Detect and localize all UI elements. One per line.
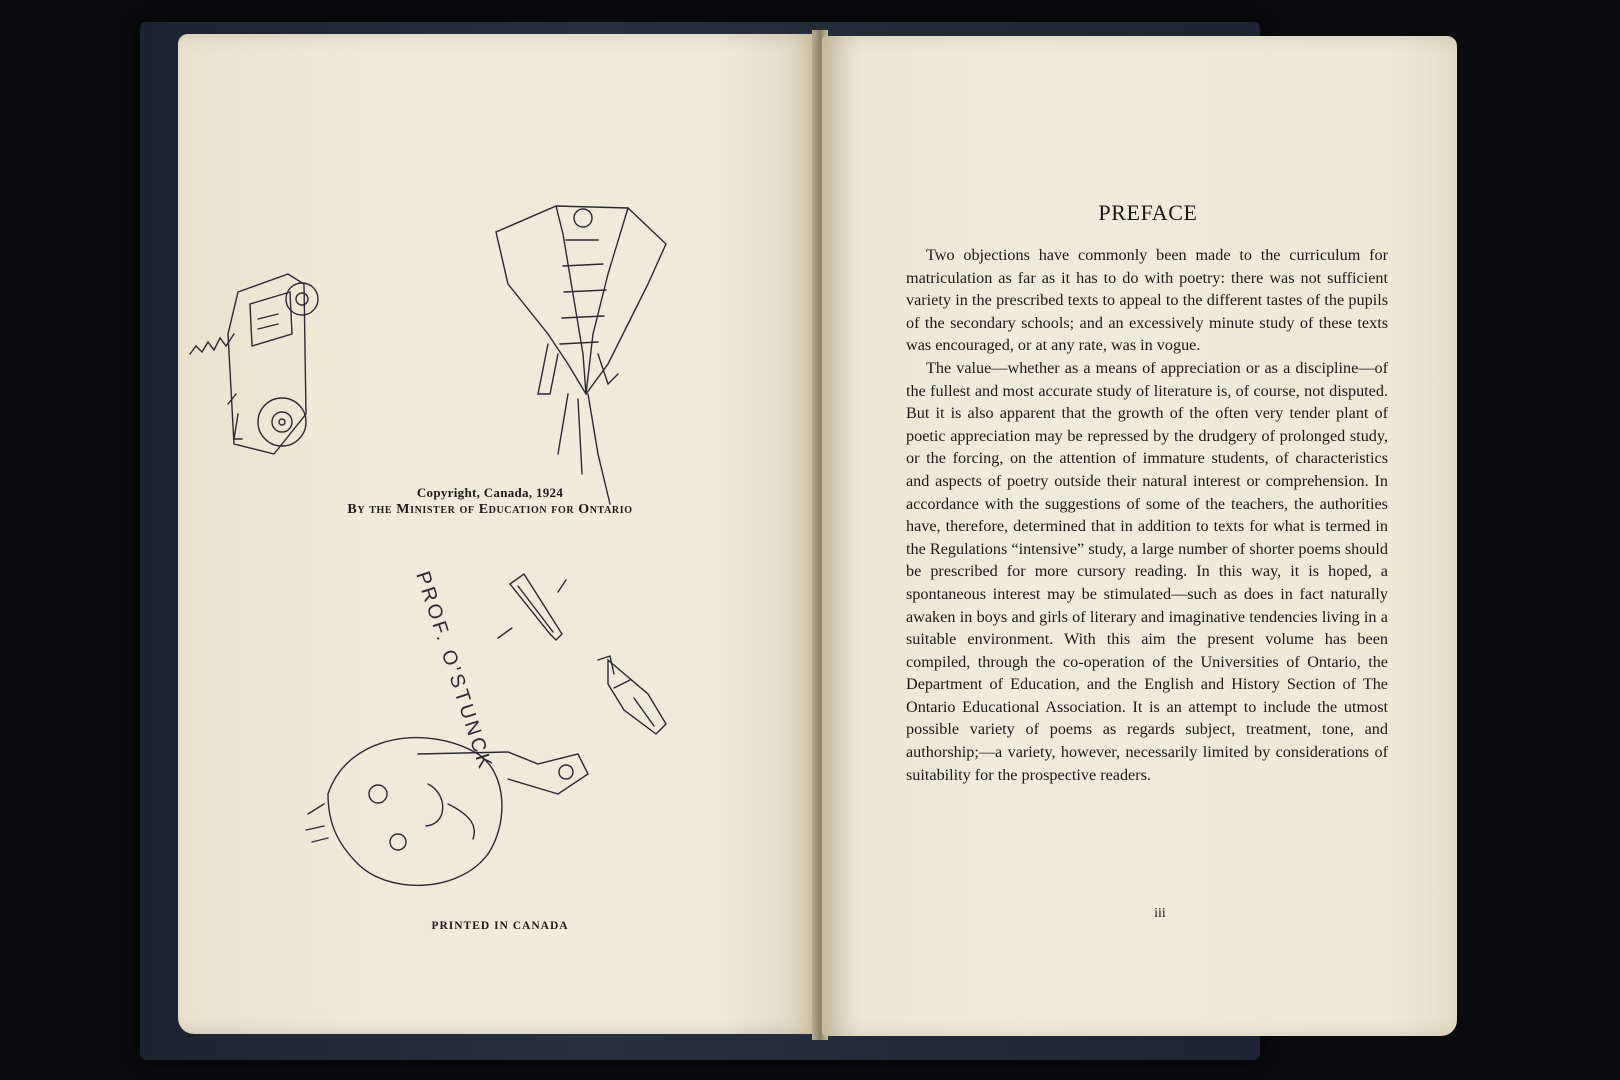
face-sketch-icon <box>306 738 588 886</box>
printed-in-label: PRINTED IN CANADA <box>431 920 569 932</box>
handwritten-inscription: PROF. O'STUNCK <box>411 568 497 774</box>
copyright-line: Copyright, Canada, 1924 <box>416 485 564 500</box>
copyright-holder: By the Minister of Education for Ontario <box>347 502 633 517</box>
copyright-block <box>300 484 680 518</box>
kite-sketch-icon <box>496 206 666 504</box>
pencil-sketch-icon <box>498 574 566 640</box>
preface-body <box>906 244 1388 786</box>
page-number: iii <box>1154 906 1166 921</box>
gun-sketch-icon <box>598 656 666 734</box>
preface-paragraph: The value—whether as a means of appreciation or as a discipline—of the fullest and most accurate study of literature is, of course, not disputed. But it is also apparent that the growth of the often very tender plant of poetic appreciation may be repressed by the drudgery of prolonged study, or the forcing, on the attention of immature students, of characteristics and aspects of poetry outside their natural interest or comprehension. In accordance with the suggestions of some of the teachers, the authorities have, therefore, determined that in addition to texts for what is termed in the Regulations “intensive” study, a large number of shorter poems should be prescribed for more cursory reading. In this way, it is hoped, a spontaneous interest may be stimulated—such as does in fact naturally awaken in boys and girls of literary and imaginative tendencies living in a suitable environment. With this aim the present volume has been compiled, through the co-operation of the Universities of Ontario, the Department of Education, and the English and History Section of The Ontario Educational Association. It is an attempt to include the utmost possible variety of poems as regards subject, treatment, tone, and authorship;—a variety, however, necessarily limited by considerations of suitability for the prospective readers. <box>906 358 1388 784</box>
car-sketch-icon <box>190 274 318 454</box>
left-page-doodles <box>178 34 818 1034</box>
page-title: PREFACE <box>1098 200 1198 225</box>
preface-paragraph: Two objections have commonly been made to the curriculum for matriculation as far as it has to do with poetry: there was not sufficient variety in the prescribed texts to appeal to the different tastes of the pupils of the secondary schools; and an excessively minute study of these texts was encouraged, or at any rate, was in vogue. <box>906 246 1388 355</box>
